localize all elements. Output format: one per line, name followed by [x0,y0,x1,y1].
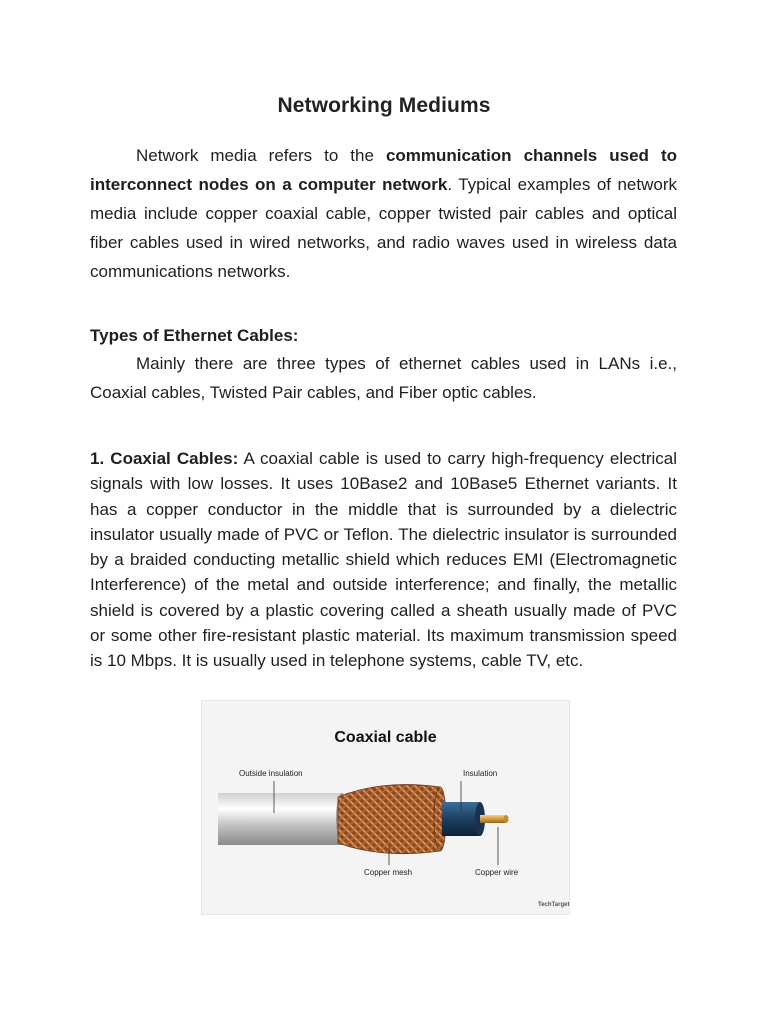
intro-lead: Network media refers to the [136,146,386,165]
intro-bold-phrase: communication channels used to interconnect nodes on a computer network [90,146,677,194]
techtarget-logo: TechTarget [538,902,570,908]
types-heading: Types of Ethernet Cables: [90,326,299,345]
coaxial-text: A coaxial cable is used to carry high-frequency electrical signals with low losses. It uses 10Base2 and 10Base5 Ethernet variants. It has a copper conductor in the middle that is surrounded by a dielectric insulator usually made of PVC or Teflon. The dielectric insulator is surrounded by a braided conducting metallic shield which reduces EMI (Electromagnetic Interference) of the metal and outside interference; and finally, the metallic shield is covered by a plastic covering called a sheath usually made of PVC or some other fire-resistant plastic material. Its maximum transmission speed is 10 Mbps. It is usually used in telephone systems, cable TV, etc. [90,449,677,671]
label-copper-mesh: Copper mesh [364,868,413,877]
copper-wire-end [504,815,509,823]
copper-braid [338,785,440,854]
coaxial-cable-illustration [202,701,569,914]
intro-rest: . Typical examples of network media include copper coaxial cable, copper twisted pair cables and optical fiber cables used in wired networks, and radio waves used in wireless data communications networks. [90,175,677,281]
coaxial-heading: 1. Coaxial Cables: [90,449,239,468]
coaxial-cable-figure [201,700,570,915]
label-copper-wire: Copper wire [475,868,519,877]
copper-wire [480,815,506,823]
figure-title: Coaxial cable [334,729,437,746]
page-title: Networking Mediums [277,94,491,117]
types-paragraph: Mainly there are three types of ethernet cables used in LANs i.e., Coaxial cables, Twisted Pair cables, and Fiber optic cables. [90,354,677,402]
label-insulation: Insulation [463,769,498,778]
label-outside-insulation: Outside insulation [239,769,303,778]
coaxial-paragraph [90,446,677,674]
outer-jacket [218,793,342,845]
intro-paragraph [90,141,677,286]
